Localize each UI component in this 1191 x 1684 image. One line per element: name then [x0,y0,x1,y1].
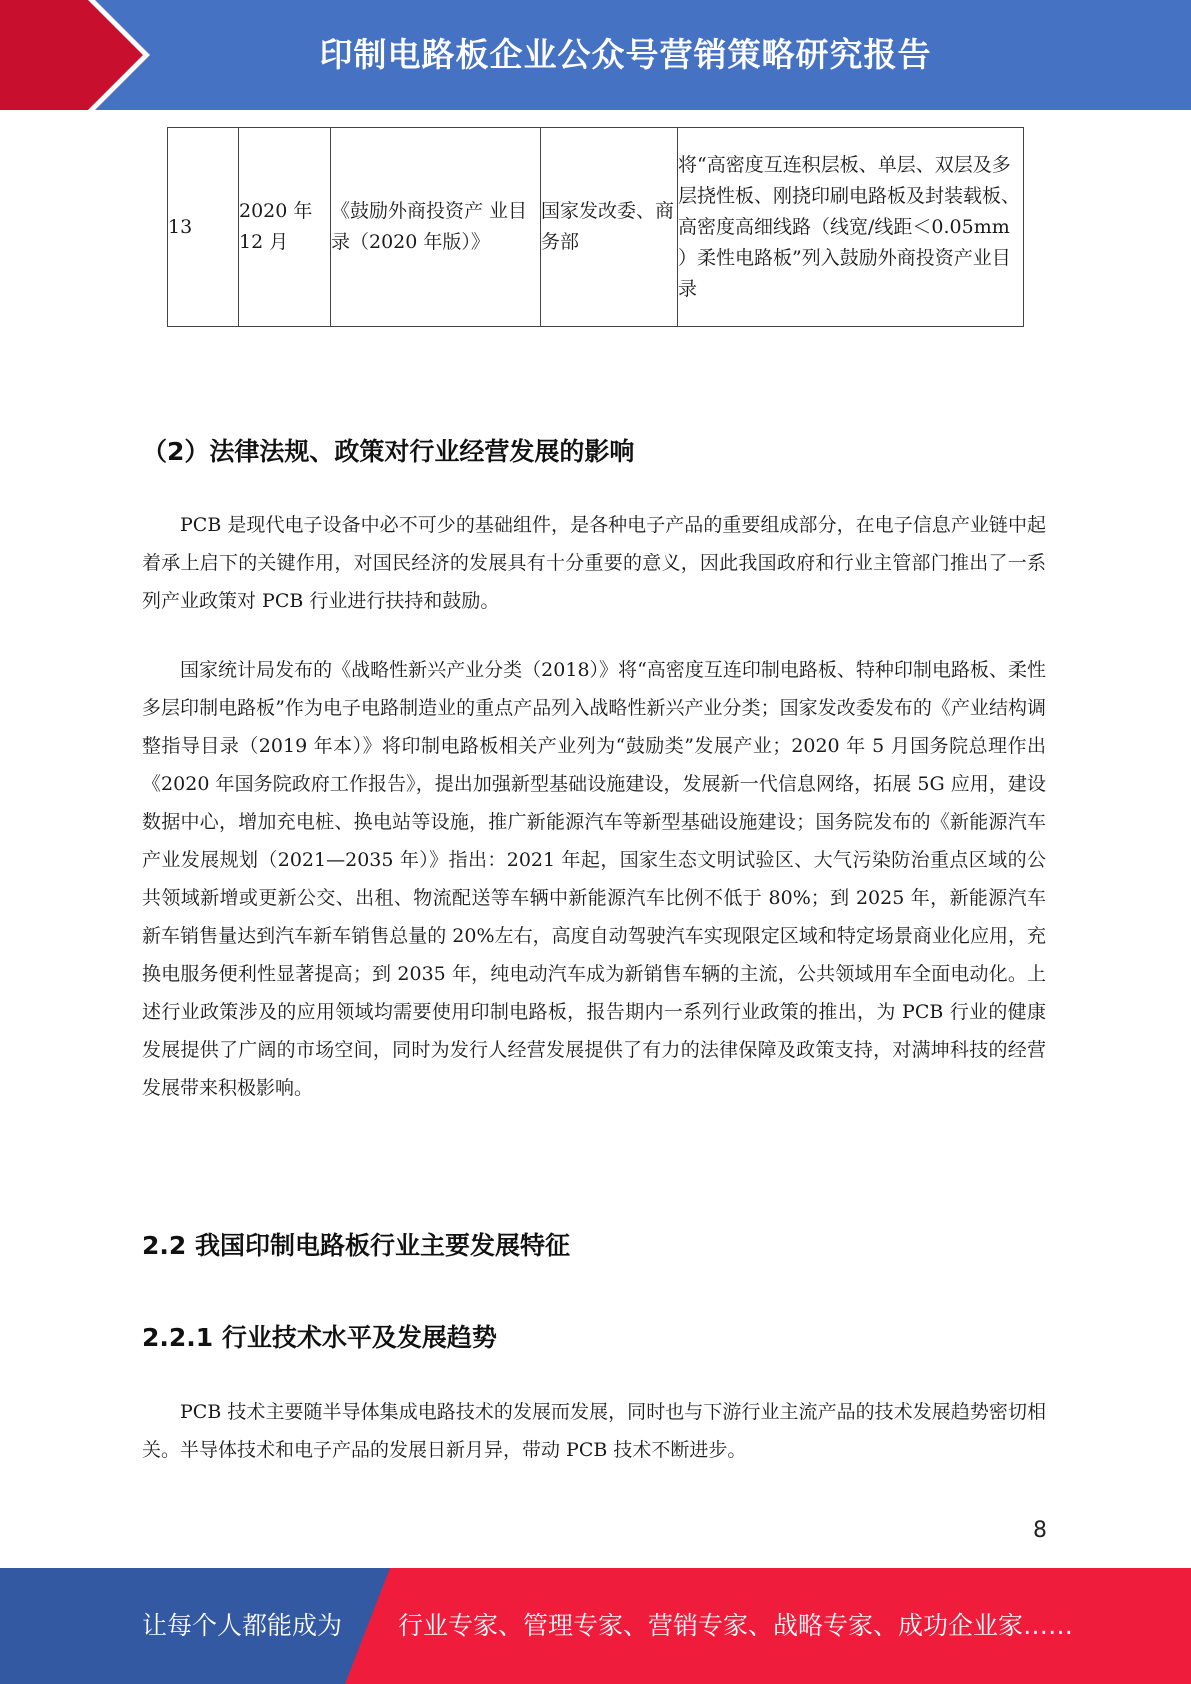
cell-no: 13 [168,128,239,327]
section-heading-2-2: 2.2 我国印制电路板行业主要发展特征 [142,1231,570,1260]
policy-table [167,127,1024,327]
section-heading-2-2-1: 2.2.1 行业技术水平及发展趋势 [142,1323,497,1352]
report-title: 印制电路板企业公众号营销策略研究报告 [319,35,932,74]
cell-department: 国家发改委、商务部 [541,128,678,327]
page-footer [0,1568,1191,1684]
section-heading-policy-impact: （2）法律法规、政策对行业经营发展的影响 [142,437,635,466]
page-header [0,0,1191,110]
paragraph-tech-trend: PCB 技术主要随半导体集成电路技术的发展而发展，同时也与下游行业主流产品的技术发展趋势密切相关。半导体技术和电子产品的发展日新月异，带动 PCB 技术不断进步。 [142,1401,1046,1461]
paragraph-policy-detail: 国家统计局发布的《战略性新兴产业分类（2018）》将“高密度互连印制电路板、特种印制电路板、柔性多层印制电路板”作为电子电路制造业的重点产品列入战略性新兴产业分类；国家发改委发布的《产业结构调整指导目录（2019 年本）》将印制电路板相关产业列为“鼓励类”发展产业；2020 年 5 月国务院总理作出《2020 年国务院政府工作报告》，提出加强新型基础设施建设，发展新一代信息网络，拓展 5G 应用，建设数据中心，增加充电桩、换电站等设施，推广新能源汽车等新型基础设施建设；国务院发布的《新能源汽车产业发展规划（2021—2035 年）》指出：2021 年起，国家生态文明试验区、大气污染防治重点区域的公共领域新增或更新公交、出租、物流配送等车辆中新能源汽车比例不低于 80%；到 2025 年，新能源汽车新车销售量达到汽车新车销售总量的 20%左右，高度自动驾驶汽车实现限定区域和特定场景商业化应用，充换电服务便利性显著提高；到 2035 年，纯电动汽车成为新销售车辆的主流，公共领域用车全面电动化。上述行业政策涉及的应用领域均需要使用印制电路板，报告期内一系列行业政策的推出，为 PCB 行业的健康发展提供了广阔的市场空间，同时为发行人经营发展提供了有力的法律保障及政策支持，对满坤科技的经营发展带来积极影响。 [142,659,1046,1099]
paragraph-pcb-intro: PCB 是现代电子设备中必不可少的基础组件，是各种电子产品的重要组成部分，在电子信息产业链中起着承上启下的关键作用，对国民经济的发展具有十分重要的意义，因此我国政府和行业主管部门推出了一系列产业政策对 PCB 行业进行扶持和鼓励。 [142,514,1046,612]
footer-slogan-left: 让每个人都能成为 [142,1611,343,1640]
cell-content: 将“高密度互连积层板、单层、双层及多层挠性板、刚挠印刷电路板及封装载板、高密度高细线路（线宽/线距＜0.05mm ）柔性电路板”列入鼓励外商投资产业目录 [678,128,1024,327]
page-number: 8 [1033,1518,1047,1543]
cell-document: 《鼓励外商投资产 业目录（2020 年版）》 [331,128,541,327]
header-red-arrow [0,0,150,110]
table-row [168,128,1024,327]
cell-date: 2020 年 12 月 [239,128,331,327]
footer-slogan-right: 行业专家、管理专家、营销专家、战略专家、成功企业家…… [398,1611,1074,1640]
